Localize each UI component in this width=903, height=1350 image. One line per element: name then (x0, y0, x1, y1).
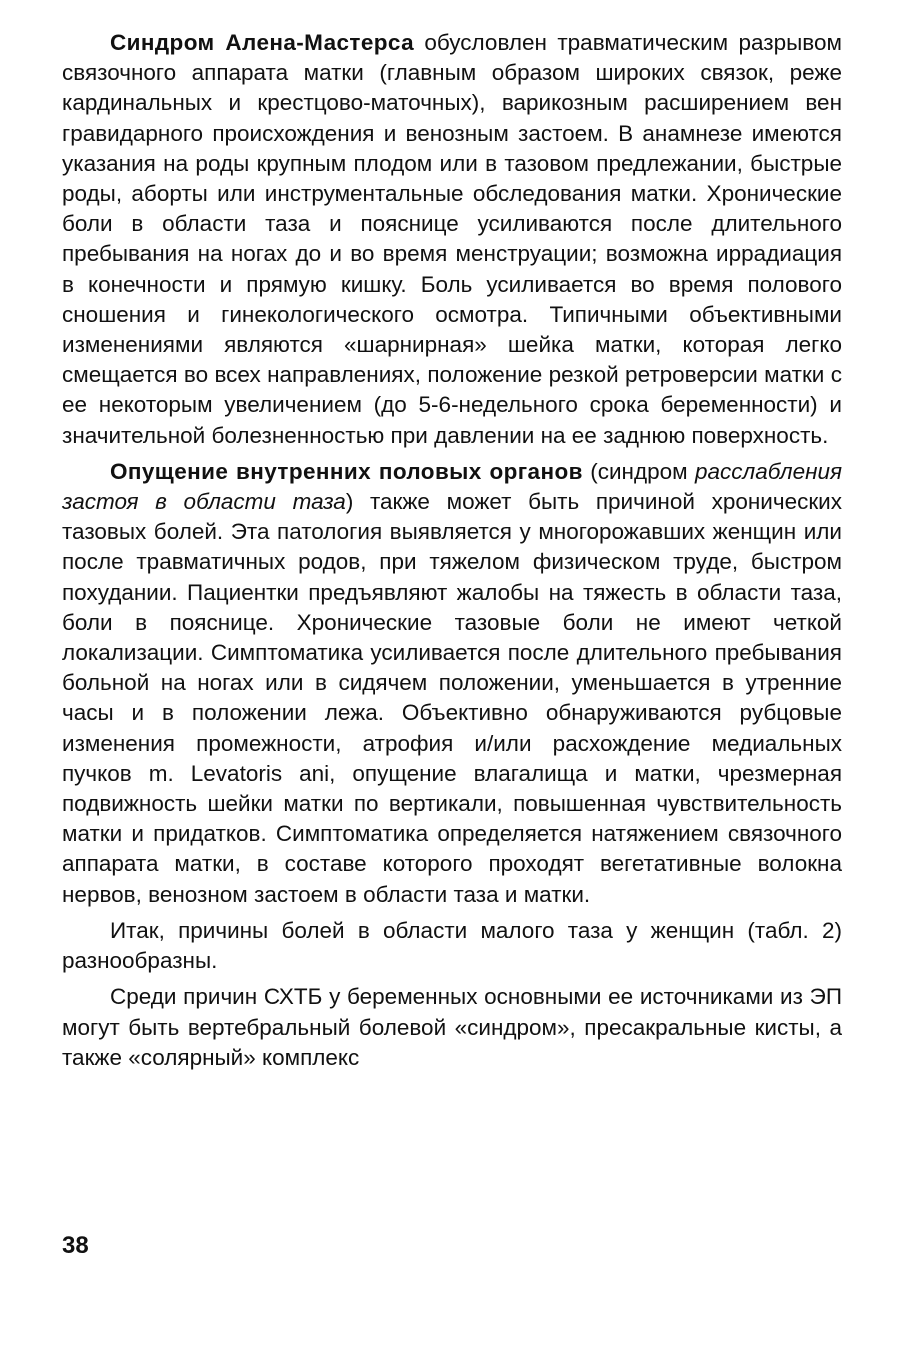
paragraph-allen-masters (62, 28, 842, 451)
term-allen-masters: Синдром Алена-Мастерса (110, 30, 414, 55)
paragraph-summary (62, 916, 842, 976)
term-prolapse: Опущение внутренних половых органов (110, 458, 583, 484)
italic-phrase: расслабления застоя в области таза (62, 458, 842, 515)
page-number: 38 (62, 1232, 89, 1259)
paragraph-text: Итак, причины болей в области малого таза у женщин (табл. 2) разнообразны. (62, 917, 842, 974)
paragraph-text: обусловлен травматическим разрывом связочного аппарата матки (главным образом широких связок, реже кардинальных и крестцово-маточных), варикозным расширением вен гравидарного происхождения и венозным застоем. В анамнезе имеются указания на роды крупным плодом или в тазовом предлежании, быстрые роды, аборты или инструментальные обследования матки. Хронические боли в области таза и пояснице усиливаются после длительного пребывания на ногах до и во время менструации; возможна иррадиация в конечности и прямую кишку. Боль усиливается во время полового сношения и гинекологического осмотра. Типичными объективными изменениями являются «шарнирная» шейка матки, которая легко смещается во всех направлениях, положение резкой ретроверсии матки с ее некоторым увеличением (до 5-6-недельного срока беременности) и значительной болезненностью при давлении на ее заднюю поверхность. (62, 30, 842, 448)
page-body (62, 28, 842, 1073)
paragraph-pregnant-causes (62, 982, 842, 1073)
paragraph-text: (синдром (582, 458, 695, 484)
paragraph-text: Среди причин СХТБ у беременных основными ее источниками из ЭП могут быть вертебральный болевой «синдром», пресакральные кисты, а также «солярный» комплекс (62, 984, 842, 1070)
paragraph-text: ) также может быть причиной хронических тазовых болей. Эта патология выявляется у многорожавших женщин или после травматичных родов, при тяжелом физическом труде, быстром похудании. Пациентки предъявляют жалобы на тяжесть в области таза, боли в пояснице. Хронические тазовые боли не имеют четкой локализации. Симптоматика усиливается после длительного пребывания больной на ногах или в сидячем положении, уменьшается в утренние часы и в положении лежа. Объективно обнаруживаются рубцовые изменения промежности, атрофия и/или расхождение медиальных пучков m. Levatoris ani, опущение влагалища и матки, чрезмерная подвижность шейки матки по вертикали, повышенная чувствительность матки и придатков. Симптоматика определяется натяжением связочного аппарата матки, в составе которого проходят вегетативные волокна нервов, венозном застоем в области таза и матки. (62, 489, 842, 907)
paragraph-prolapse (62, 457, 842, 910)
